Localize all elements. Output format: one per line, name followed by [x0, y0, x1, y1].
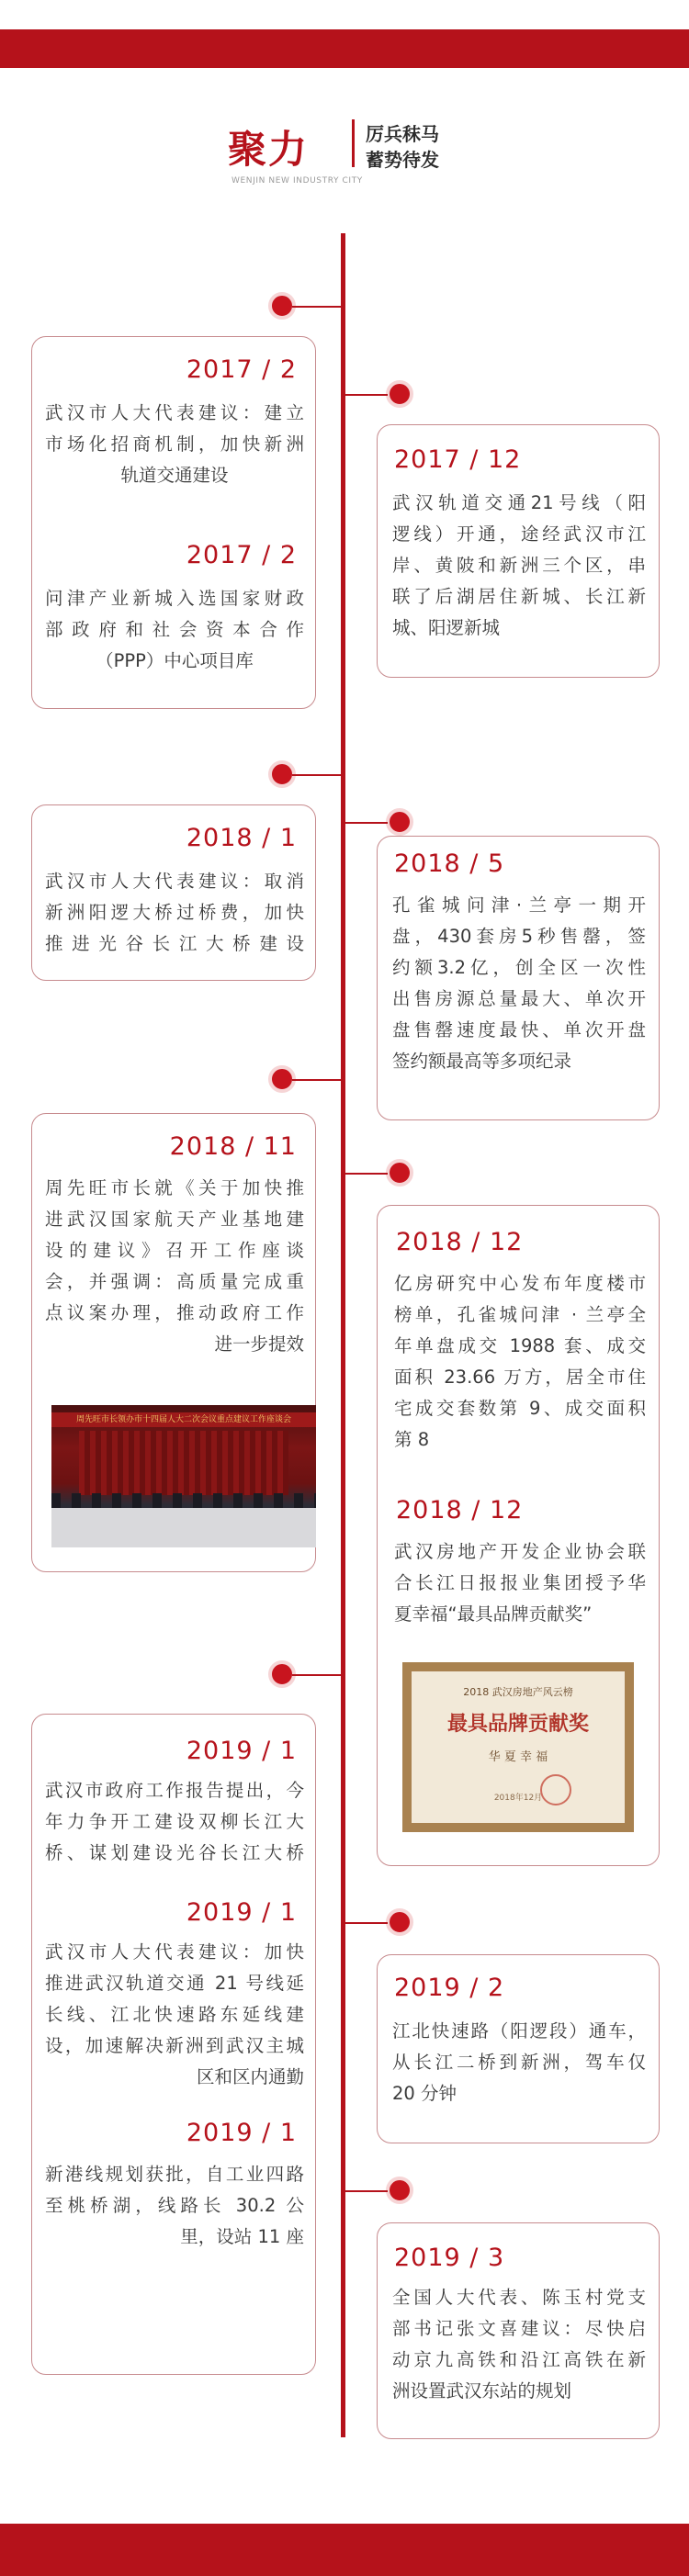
- timeline-dot: [386, 2177, 413, 2204]
- header-english: WENJIN NEW INDUSTRY CITY: [232, 176, 363, 186]
- event-text-line: 至桃桥湖，线路长 30.2 公: [45, 2195, 304, 2216]
- event-text-line: 进武汉国家航天产业基地建: [45, 1209, 304, 1230]
- header-title: 聚力: [228, 127, 310, 172]
- award-certificate-date: 2018年12月: [493, 1794, 543, 1803]
- event-text-line: 部书记张文喜建议：尽快启: [392, 2318, 646, 2339]
- meeting-photo: [51, 1405, 316, 1547]
- event-text-line: 武汉市人大代表建议：加快: [45, 1941, 304, 1963]
- timeline-line: [341, 233, 345, 2437]
- event-text-line: 新港线规划获批，自工业四路: [45, 2164, 304, 2185]
- event-text-line: 盘，430套房5秒售罄，签: [392, 926, 646, 947]
- event-text-line: 新洲阳逻大桥过桥费，加快: [45, 902, 304, 923]
- timeline-connector: [292, 1674, 341, 1676]
- event-text-line: 出售房源总量最大、单次开: [392, 988, 646, 1009]
- event-text-line: 设的建议》召开工作座谈: [45, 1240, 304, 1261]
- timeline-dot: [386, 808, 413, 836]
- event-text-line: 轨道交通建设: [120, 465, 229, 486]
- award-certificate-title: 最具品牌贡献奖: [446, 1713, 589, 1736]
- event-text-line: 进一步提效: [214, 1333, 304, 1355]
- event-text-line: 联了后湖居住新城、长江新: [392, 586, 646, 607]
- event-text-line: 动京九高铁和沿江高铁在新: [392, 2349, 646, 2370]
- event-text-line: 榜单，孔雀城问津 · 兰亭全: [394, 1304, 646, 1325]
- event-card-2017-12: [377, 424, 660, 678]
- event-text-line: 市场化招商机制，加快新洲: [45, 433, 304, 455]
- bottom-band: [0, 2524, 689, 2576]
- event-text-line: 洲设置武汉东站的规划: [392, 2380, 572, 2402]
- event-text-line: 桥、谋划建设光谷长江大桥: [45, 1842, 304, 1863]
- event-text-line: 武汉市人大代表建议：建立: [45, 402, 304, 423]
- meeting-photo-table: [51, 1508, 316, 1547]
- event-date: 2019 / 2: [394, 1974, 505, 2002]
- event-date: 2019 / 1: [186, 1737, 297, 1765]
- event-text-line: 推进武汉轨道交通 21 号线延: [45, 1973, 304, 1994]
- event-date: 2018 / 12: [396, 1228, 524, 1256]
- event-date: 2017 / 2: [186, 541, 297, 569]
- event-card-2018-1: [31, 804, 316, 981]
- event-text-line: 第 8: [394, 1429, 430, 1450]
- event-card-2019-2: [377, 1954, 660, 2143]
- event-text-line: 20 分钟: [392, 2083, 457, 2104]
- event-text-line: 孔雀城问津·兰亭一期开: [392, 894, 646, 916]
- event-text-line: 岸、黄陂和新洲三个区，串: [392, 555, 646, 576]
- timeline-connector: [345, 2190, 388, 2192]
- event-text-line: 亿房研究中心发布年度楼市: [394, 1273, 646, 1294]
- event-card-2019-1: [31, 1714, 316, 2375]
- header-divider: [352, 119, 355, 167]
- event-date: 2017 / 12: [394, 445, 522, 474]
- timeline-dot: [386, 380, 413, 408]
- timeline-connector: [345, 822, 388, 824]
- event-date: 2018 / 12: [396, 1496, 524, 1524]
- timeline-connector: [292, 306, 341, 308]
- header-subtitle-1: 厉兵秣马: [366, 123, 439, 145]
- event-text-line: 签约额最高等多项纪录: [392, 1051, 572, 1072]
- event-text-line: 部政府和社会资本合作: [45, 619, 304, 640]
- timeline-dot: [386, 1159, 413, 1187]
- event-text-line: 会，并强调：高质量完成重: [45, 1271, 304, 1292]
- event-text-line: 面积 23.66 万方，居全市住: [394, 1367, 646, 1388]
- event-text-line: （PPP）中心项目库: [96, 650, 254, 671]
- event-date: 2019 / 1: [186, 2119, 297, 2147]
- header-subtitle-2: 蓄势待发: [366, 149, 439, 171]
- timeline-dot: [386, 1908, 413, 1936]
- event-card-2018-5: [377, 836, 660, 1120]
- event-text-line: 全国人大代表、陈玉村党支: [392, 2287, 646, 2308]
- event-text-line: 点议案办理，推动政府工作: [45, 1302, 304, 1323]
- event-text-line: 城、阳逻新城: [392, 617, 501, 638]
- event-text-line: 里，设站 11 座: [180, 2226, 304, 2247]
- event-text-line: 江北快速路（阳逻段）通车，: [392, 2020, 646, 2042]
- event-text-line: 长线、江北快速路东延线建: [45, 2004, 304, 2025]
- event-text-line: 约额3.2亿，创全区一次性: [392, 957, 646, 978]
- event-text-line: 武汉市人大代表建议：取消: [45, 871, 304, 892]
- event-date: 2018 / 1: [186, 824, 297, 852]
- timeline-connector: [345, 394, 388, 396]
- event-date: 2019 / 3: [394, 2244, 505, 2272]
- event-text-line: 周先旺市长就《关于加快推: [45, 1177, 304, 1198]
- event-card-2019-3: [377, 2222, 660, 2439]
- event-text-line: 宅成交套数第 9、成交面积: [394, 1398, 646, 1419]
- event-text-line: 夏幸福“最具品牌贡献奖”: [394, 1603, 593, 1625]
- event-text-line: 合长江日报报业集团授予华: [394, 1572, 646, 1593]
- timeline-connector: [345, 1922, 388, 1924]
- event-text-line: 年力争开工建设双柳长江大: [45, 1811, 304, 1832]
- event-text-line: 年单盘成交 1988 套、成交: [394, 1335, 646, 1356]
- event-text-line: 推进光谷长江大桥建设: [45, 933, 304, 954]
- event-date: 2018 / 5: [394, 849, 505, 878]
- event-text-line: 盘售罄速度最快、单次开盘: [392, 1019, 646, 1041]
- timeline-connector: [345, 1173, 388, 1175]
- meeting-photo-curtain: [79, 1431, 288, 1495]
- event-text-line: 问津产业新城入选国家财政: [45, 588, 304, 609]
- timeline-connector: [292, 1079, 341, 1081]
- event-text-line: 武汉轨道交通21号线（阳: [392, 492, 646, 513]
- award-certificate-heading: 2018 武汉房地产风云榜: [463, 1686, 573, 1698]
- event-text-line: 武汉市政府工作报告提出，今: [45, 1780, 304, 1801]
- award-certificate: [402, 1662, 634, 1832]
- event-text-line: 逻线）开通，途经武汉市江: [392, 523, 646, 545]
- event-date: 2017 / 2: [186, 355, 297, 384]
- top-band: [0, 29, 689, 68]
- event-date: 2018 / 11: [169, 1132, 297, 1161]
- event-text-line: 武汉房地产开发企业协会联: [394, 1541, 646, 1562]
- event-text-line: 从长江二桥到新洲，驾车仅: [392, 2052, 646, 2073]
- event-text-line: 区和区内通勤: [196, 2066, 304, 2087]
- award-certificate-recipient: 华 夏 幸 福: [488, 1750, 548, 1764]
- event-card-2017-2: [31, 336, 316, 709]
- award-certificate-paper: [412, 1671, 625, 1823]
- event-text-line: 设，加速解决新洲到武汉主城: [45, 2035, 304, 2056]
- meeting-photo-banner: 周先旺市长领办市十四届人大二次会议重点建议工作座谈会: [51, 1412, 316, 1427]
- timeline-connector: [292, 774, 341, 776]
- event-date: 2019 / 1: [186, 1898, 297, 1927]
